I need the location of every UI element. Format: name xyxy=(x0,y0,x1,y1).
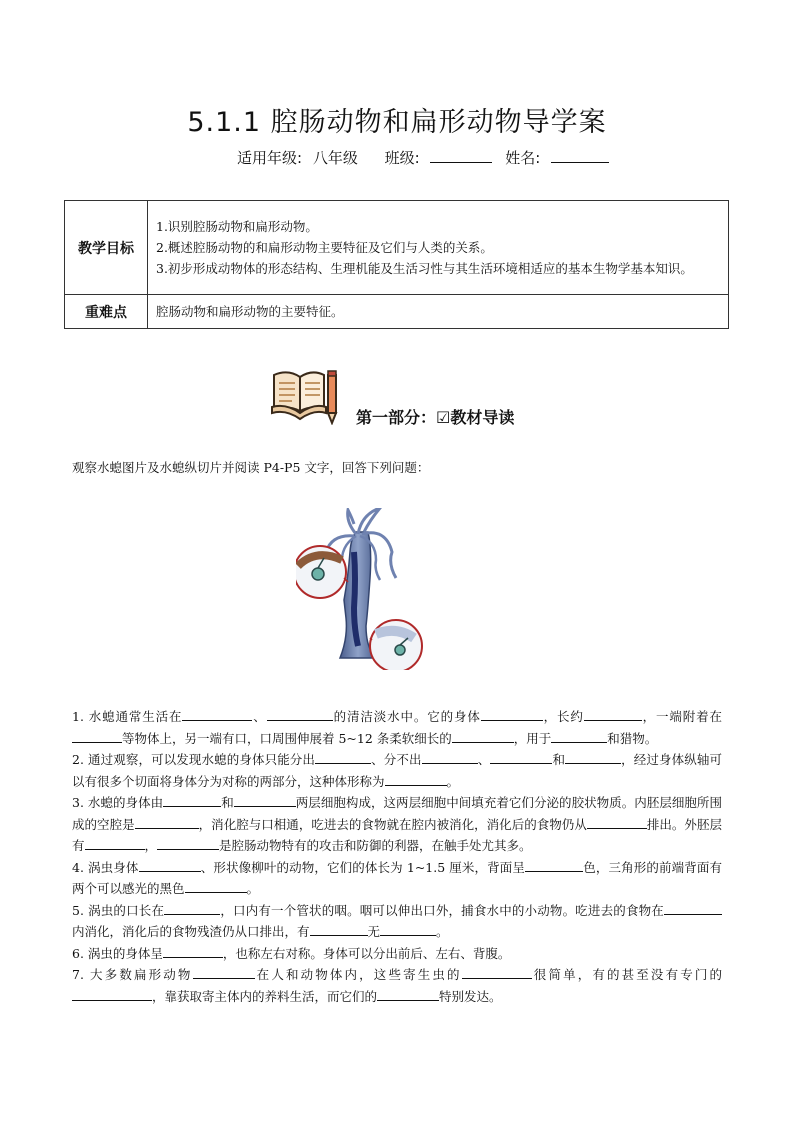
grade-value: 八年级 xyxy=(312,149,358,167)
question-text: 在人和动物体内，这些寄生虫的 xyxy=(254,967,462,982)
answer-blank[interactable] xyxy=(310,921,368,936)
answer-blank[interactable] xyxy=(315,749,371,764)
question-text: ，消化腔与口相通，吃进去的食物就在腔内被消化，消化后的食物仍从 xyxy=(198,816,587,832)
question-text: ，口内有一个管状的咽。咽可以伸出口外，捕食水中的小动物。吃进去的食物在 xyxy=(220,902,664,918)
hydra-illustration xyxy=(296,508,496,670)
answer-blank[interactable] xyxy=(193,964,255,979)
book-pencil-icon xyxy=(270,363,342,425)
goals-heading: 教学目标 xyxy=(65,201,148,295)
grade-label: 适用年级: xyxy=(237,149,303,167)
question-text: 。 xyxy=(246,881,260,896)
answer-blank[interactable] xyxy=(490,749,552,764)
question-text: ，靠获取寄主体内的养料生活，而它们的 xyxy=(152,988,378,1004)
answer-blank[interactable] xyxy=(163,792,221,807)
question-text: 和猎物。 xyxy=(607,730,658,746)
question-text: ，一端附着在 xyxy=(641,709,722,724)
question-text: 特别发达。 xyxy=(439,988,502,1004)
question-item xyxy=(72,857,722,900)
question-text: ，长约 xyxy=(542,709,584,724)
answer-blank[interactable] xyxy=(551,728,607,743)
answer-blank[interactable] xyxy=(157,835,219,850)
goal-item: 1.识别腔肠动物和扁形动物。 xyxy=(156,219,318,234)
question-list xyxy=(72,706,722,1007)
question-text: 4. 涡虫身体 xyxy=(72,859,139,875)
question-text: 无 xyxy=(367,924,381,939)
question-text: 和 xyxy=(221,795,234,810)
question-item xyxy=(72,964,722,1007)
key-heading: 重难点 xyxy=(65,295,148,329)
question-text: 很简单，有的甚至没有专门的 xyxy=(531,967,722,982)
question-text: 3. 水螅的身体由 xyxy=(72,795,164,810)
answer-blank[interactable] xyxy=(135,814,199,829)
question-text: 1. 水螅通常生活在 xyxy=(72,709,183,724)
section-title: 第一部分：☑教材导读 xyxy=(356,408,515,427)
question-text: 内消化，消化后的食物残渣仍从口排出，有 xyxy=(72,924,310,939)
question-text: 、分不出 xyxy=(371,752,422,767)
answer-blank[interactable] xyxy=(584,706,642,721)
question-text: 排出。外胚层有 xyxy=(72,816,722,853)
answer-blank[interactable] xyxy=(377,986,439,1001)
goal-item: 2.概述腔肠动物的和扁形动物主要特征及它们与人类的关系。 xyxy=(156,240,493,255)
name-field[interactable] xyxy=(551,147,609,163)
answer-blank[interactable] xyxy=(185,878,247,893)
question-text: 。 xyxy=(436,924,449,939)
question-text: 是腔肠动物特有的攻击和防御的利器，在触手处尤其多。 xyxy=(219,838,532,853)
answer-blank[interactable] xyxy=(164,900,220,915)
key-text: 腔肠动物和扁形动物的主要特征。 xyxy=(148,295,729,329)
question-text: 、 xyxy=(477,752,491,767)
answer-blank[interactable] xyxy=(587,814,647,829)
answer-blank[interactable] xyxy=(163,943,223,958)
answer-blank[interactable] xyxy=(481,706,543,721)
answer-blank[interactable] xyxy=(565,749,621,764)
answer-blank[interactable] xyxy=(72,728,122,743)
header-info xyxy=(237,147,609,168)
question-text: 的清洁淡水中。它的身体 xyxy=(332,709,481,724)
answer-blank[interactable] xyxy=(380,921,436,936)
question-text: ， xyxy=(144,838,158,853)
class-label: 班级: xyxy=(384,149,420,167)
question-item xyxy=(72,900,722,943)
question-text: 等物体上，另一端有口，口周围伸展着 5~12 条柔软细长的 xyxy=(122,730,452,746)
section-header xyxy=(270,363,560,433)
question-item xyxy=(72,943,722,965)
question-text: ，经过身体纵轴可以有很多个切面将身体分为对称的两部分，这种体形称为 xyxy=(72,752,722,789)
answer-blank[interactable] xyxy=(452,728,514,743)
question-text: 5. 涡虫的口长在 xyxy=(72,902,165,918)
answer-blank[interactable] xyxy=(85,835,145,850)
name-label: 姓名: xyxy=(505,149,541,167)
question-item xyxy=(72,792,722,857)
question-text: 2. 通过观察，可以发现水螅的身体只能分出 xyxy=(72,752,316,767)
objectives-table xyxy=(64,200,729,329)
answer-blank[interactable] xyxy=(422,749,478,764)
answer-blank[interactable] xyxy=(139,857,201,872)
answer-blank[interactable] xyxy=(385,771,447,786)
answer-blank[interactable] xyxy=(267,706,333,721)
page-title: 5.1.1 腔肠动物和扁形动物导学案 xyxy=(187,107,607,138)
answer-blank[interactable] xyxy=(525,857,583,872)
question-text: 6. 涡虫的身体呈 xyxy=(72,945,163,961)
intro-text: 观察水螅图片及水螅纵切片并阅读 P4-P5 文字，回答下列问题： xyxy=(72,460,430,475)
question-text: 和 xyxy=(552,752,566,767)
question-item xyxy=(72,706,722,749)
goal-item: 3.初步形成动物体的形态结构、生理机能及生活习性与其生活环境相适应的基本生物学基本知识。 xyxy=(156,261,693,276)
question-text: ，用于 xyxy=(513,730,552,746)
goals-cell xyxy=(148,201,729,295)
question-text: 、 xyxy=(252,709,267,724)
answer-blank[interactable] xyxy=(182,706,252,721)
answer-blank[interactable] xyxy=(234,792,296,807)
question-text: 。 xyxy=(446,773,460,789)
answer-blank[interactable] xyxy=(664,900,722,915)
question-text: ，也称左右对称。身体可以分出前后、左右、背腹。 xyxy=(222,945,511,961)
question-text: 色，三角形的前端背面有两个可以感光的黑色 xyxy=(72,859,722,896)
question-text: 两层细胞构成，这两层细胞中间填充着它们分泌的胶状物质。内胚层细胞所围成的空腔是 xyxy=(72,795,722,832)
question-text: 7. 大多数扁形动物 xyxy=(72,967,193,982)
answer-blank[interactable] xyxy=(462,964,532,979)
question-text: 、形状像柳叶的动物，它们的体长为 1~1.5 厘米，背面呈 xyxy=(200,859,526,875)
question-item xyxy=(72,749,722,792)
class-field[interactable] xyxy=(430,147,492,163)
answer-blank[interactable] xyxy=(72,986,152,1001)
